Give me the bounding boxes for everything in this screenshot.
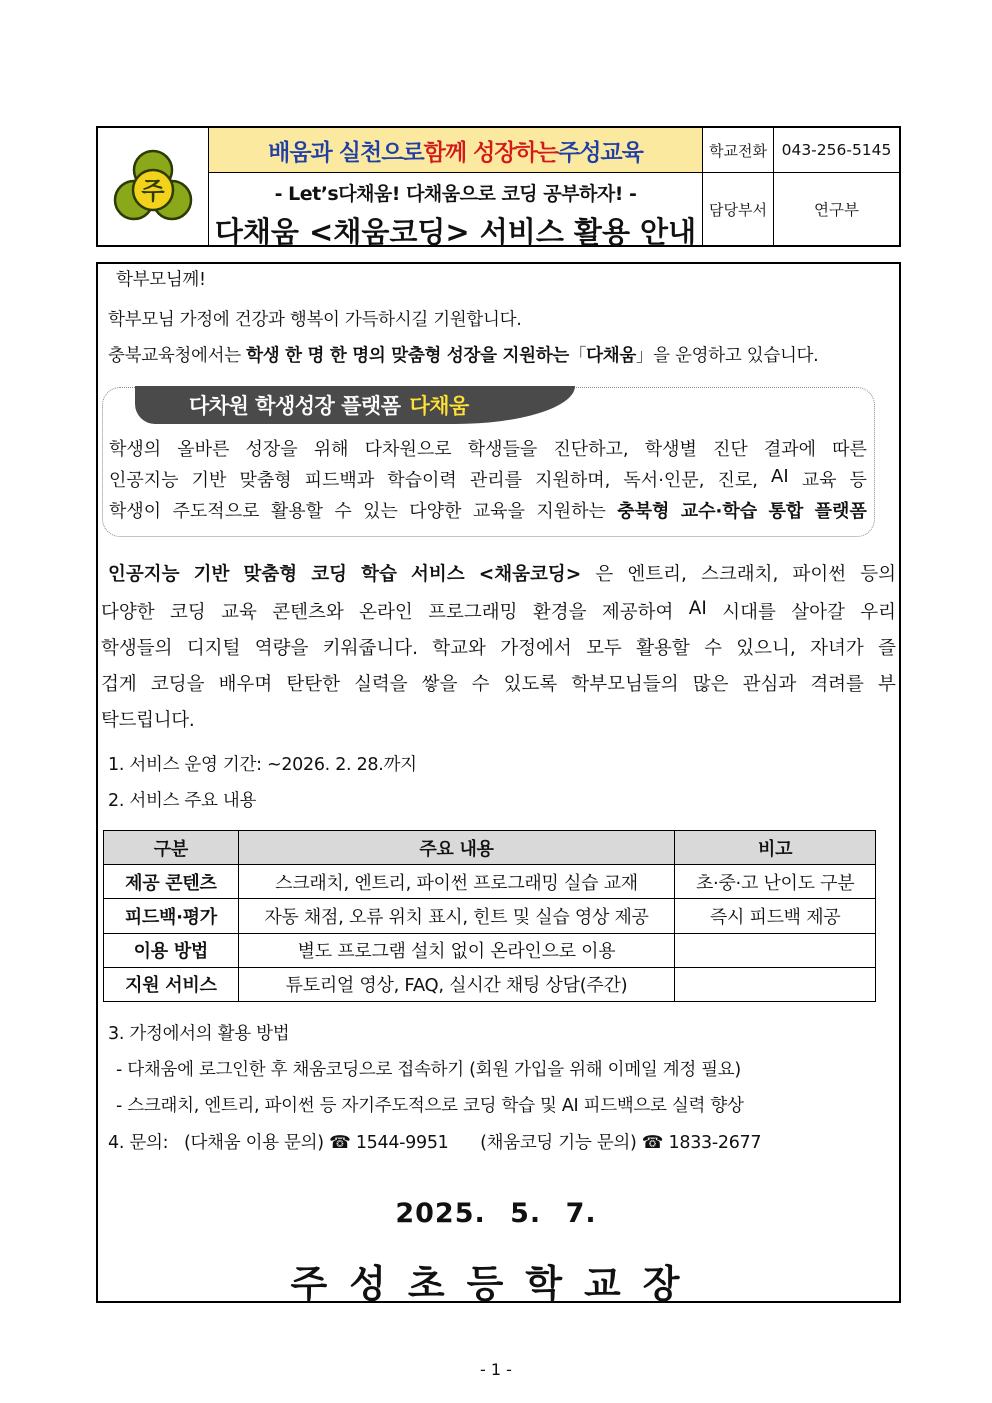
word: 은: [595, 564, 614, 585]
word: 코딩: [170, 602, 206, 623]
word: 플랫폼: [814, 501, 867, 522]
word: 온라인: [359, 602, 413, 623]
word: 겁게: [101, 674, 137, 695]
word: 관리를: [469, 470, 523, 491]
intro2-d: 다채움: [586, 346, 636, 366]
word: 수: [471, 674, 490, 695]
service-line-3: [101, 634, 896, 660]
service-line-1: [108, 560, 896, 586]
platform-line-3: [109, 497, 867, 523]
word: 지원하며,: [535, 470, 611, 491]
word: 인공지능: [109, 470, 179, 491]
word: 맞춤형: [239, 470, 292, 491]
service-line-5: 탁드립니다.: [101, 710, 195, 731]
slogan-part3: 주성교육: [558, 139, 643, 166]
table-cell-note: [675, 933, 876, 967]
word: 있도록: [503, 674, 558, 695]
document-title: 다채움 <채움코딩> 서비스 활용 안내: [214, 215, 697, 249]
word: 맞춤형: [243, 564, 298, 585]
item-4-contact: [108, 1129, 761, 1154]
word: 서비스: [410, 564, 465, 585]
word: 교육: [221, 602, 257, 623]
word: 교수·학습: [680, 501, 758, 522]
intro2-b: 학생 한 명 한 명의 맞춤형 성장을 지원하는: [246, 346, 569, 366]
word: 성장을: [245, 439, 298, 460]
item-1-period: 1. 서비스 운영 기간: ~2026. 2. 28.까지: [108, 755, 417, 775]
word: 활용할: [270, 501, 324, 522]
word: 많은: [692, 674, 729, 695]
word: 역량을: [254, 638, 309, 659]
word: 인공지능: [108, 564, 180, 585]
word: 주도적으로: [172, 501, 260, 522]
intro2-c: 「: [568, 346, 587, 366]
word: 탄탄한: [286, 674, 340, 695]
word: 학습: [361, 564, 397, 585]
table-header-row: [104, 831, 876, 865]
word: AI: [688, 598, 707, 619]
word: 격려를: [810, 674, 864, 695]
word: 결과에: [763, 439, 817, 460]
word: 엔트리,: [627, 564, 687, 585]
word: 등: [849, 470, 867, 491]
word: 다양한: [101, 602, 155, 623]
letter-date: 2025. 5. 7.: [395, 1198, 597, 1229]
platform-tab: [135, 386, 575, 424]
word: 관심과: [742, 674, 797, 695]
word: 독서·인문,: [623, 470, 705, 491]
word: 학생의: [109, 439, 162, 460]
word: 제공하여: [601, 602, 674, 623]
page-number: - 1 -: [480, 1360, 512, 1379]
greeting: 학부모님께!: [116, 270, 206, 290]
platform-line-1: [109, 435, 867, 461]
contact-q2: (채움코딩 기능 문의): [480, 1133, 637, 1153]
word: 수: [334, 501, 352, 522]
item-3-heading: 3. 가정에서의 활용 방법: [108, 1024, 290, 1044]
platform-tab-highlight: 다채움: [409, 394, 469, 418]
word: AI: [771, 466, 789, 487]
word: 가정에서: [500, 638, 572, 659]
word: 교육을: [472, 501, 525, 522]
word: 살아갈: [791, 602, 845, 623]
word: 학부모님들의: [571, 674, 679, 695]
table-cell-category: 이용 방법: [104, 933, 239, 967]
word: 교육: [801, 470, 837, 491]
table-cell-content: 튜토리얼 영상, FAQ, 실시간 채팅 상담(주간): [238, 967, 675, 1001]
school-slogan: [209, 128, 703, 173]
table-header-note: 비고: [675, 831, 876, 865]
table-header-content: 주요 내용: [238, 831, 675, 865]
word: 충북형: [617, 501, 670, 522]
word: 스크래치,: [700, 564, 779, 585]
phone-label: 학교전화: [703, 128, 774, 173]
word: 다차원으로: [364, 439, 452, 460]
table-row: [104, 865, 876, 899]
table-cell-content: 스크래치, 엔트리, 파이썬 프로그래밍 실습 교재: [238, 865, 675, 899]
word: 실력을: [354, 674, 408, 695]
word: 콘텐츠와: [272, 602, 344, 623]
word: 파이썬: [792, 564, 847, 585]
word: 코딩: [311, 564, 347, 585]
table-row: [104, 967, 876, 1001]
intro-line-2: [108, 342, 818, 367]
word: 있으니,: [736, 638, 796, 659]
word: 시대를: [722, 602, 776, 623]
word: 학생들의: [101, 638, 173, 659]
service-line-2: [101, 598, 896, 624]
principal-signature: 주성초등학교장: [290, 1262, 702, 1306]
word: 환경을: [532, 602, 587, 623]
table-cell-note: [675, 967, 876, 1001]
platform-tab-text: 다차원 학생성장 플랫폼: [189, 394, 401, 418]
word: 지원하는: [536, 501, 606, 522]
word: 프로그래밍: [428, 602, 518, 623]
word: 있는: [363, 501, 398, 522]
word: 수: [704, 638, 722, 659]
intro2-a: 충북교육청에서는: [108, 346, 247, 366]
table-cell-category: 피드백·평가: [104, 899, 239, 933]
slogan-part1: 배움과 실천으로: [268, 139, 424, 166]
contact-phone-1: ☎ 1544-9951: [329, 1133, 449, 1153]
slogan-part2: 함께 성장하는: [423, 139, 558, 166]
word: 진단하고,: [553, 439, 629, 460]
word: 배우며: [218, 674, 273, 695]
table-cell-content: 별도 프로그램 설치 없이 온라인으로 이용: [238, 933, 675, 967]
word: 디지털: [186, 638, 241, 659]
word: 모두: [586, 638, 622, 659]
table-header-category: 구분: [104, 831, 239, 865]
word: 부: [878, 674, 896, 695]
word: 학생별: [644, 439, 697, 460]
intro2-e: 」을 운영하고 있습니다.: [635, 346, 819, 366]
word: 다양한: [409, 501, 462, 522]
word: 올바른: [177, 439, 230, 460]
word: <채움코딩>: [478, 564, 582, 585]
intro-line-1: 학부모님 가정에 건강과 행복이 가득하시길 기원합니다.: [108, 310, 522, 330]
table-cell-category: 지원 서비스: [104, 967, 239, 1001]
table-cell-content: 자동 채점, 오류 위치 표시, 힌트 및 실습 영상 제공: [238, 899, 675, 933]
item-2-heading: 2. 서비스 주요 내용: [108, 791, 257, 811]
word: 학습이력: [387, 470, 457, 491]
school-logo-icon: [112, 146, 194, 228]
word: 쌓을: [421, 674, 458, 695]
table-row: [104, 899, 876, 933]
school-logo-cell: [98, 128, 209, 245]
word: 학교와: [432, 638, 486, 659]
service-table: [103, 830, 876, 1002]
dept-value: 연구부: [814, 201, 859, 219]
logo-character: 주: [141, 176, 165, 205]
table-cell-note: 초·중·고 난이도 구분: [675, 865, 876, 899]
word: 우리: [860, 602, 896, 623]
table-row: [104, 933, 876, 967]
item-3-step-a: - 다채움에 로그인한 후 채움코딩으로 접속하기 (회원 가입을 위해 이메일 계정 필요): [116, 1060, 741, 1080]
word: 진로,: [717, 470, 758, 491]
word: 피드백과: [304, 470, 375, 491]
item-3-step-b: - 스크래치, 엔트리, 파이썬 등 자기주도적으로 코딩 학습 및 AI 피드백으로 실력 향상: [116, 1096, 744, 1116]
word: 등의: [860, 564, 896, 585]
word: 키워줍니다.: [322, 638, 418, 659]
word: 활용할: [636, 638, 690, 659]
contact-q1: (다채움 이용 문의): [183, 1133, 324, 1153]
title-cell: [209, 173, 703, 249]
word: 즐: [878, 638, 896, 659]
word: 따른: [832, 439, 867, 460]
word: 코딩을: [150, 674, 205, 695]
word: 기반: [193, 564, 230, 585]
contact-phone-2: ☎ 1833-2677: [641, 1133, 762, 1153]
word: 학생들을: [467, 439, 538, 460]
service-line-4: [101, 670, 896, 696]
phone-value: 043-256-5145: [774, 128, 899, 173]
contact-label: 4. 문의:: [108, 1133, 169, 1153]
word: 위해: [313, 439, 349, 460]
word: 자녀가: [810, 638, 864, 659]
document-subtitle: - Let’s다채움! 다채움으로 코딩 공부하자! -: [274, 183, 637, 205]
word: 학생이: [109, 501, 162, 522]
table-cell-note: 즉시 피드백 제공: [675, 899, 876, 933]
platform-line-2: [109, 466, 867, 492]
header-table: [96, 126, 901, 247]
dept-label: 담당부서: [703, 173, 774, 245]
word: 기반: [191, 470, 227, 491]
word: 통합: [768, 501, 804, 522]
word: 진단: [713, 439, 748, 460]
table-cell-category: 제공 콘텐츠: [104, 865, 239, 899]
